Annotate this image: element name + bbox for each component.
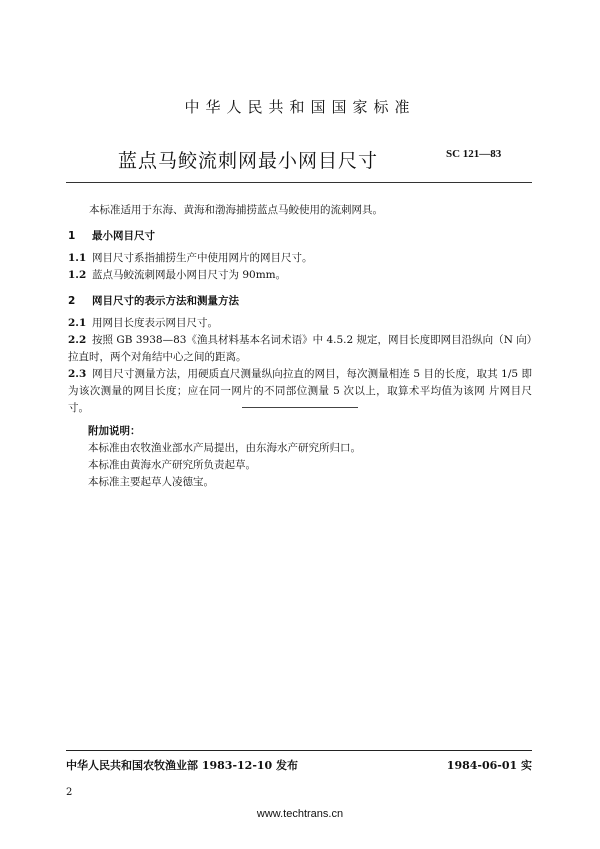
clause-number: 2.2 [68,334,87,346]
standard-code: SC 121—83 [446,148,502,160]
clause-text: 蓝点马鲛流刺网最小网目尺寸为 90mm。 [92,269,287,281]
section-1-number: 1 [68,230,76,242]
clause-number: 1.1 [68,252,87,264]
clause-number: 2.1 [68,317,87,329]
section-2-number: 2 [68,295,76,307]
footer-rule [66,750,532,751]
clause-2-3 [68,366,532,417]
clause-text: 用网目长度表示网目尺寸。 [92,317,218,329]
section-1-title: 最小网目尺寸 [92,230,155,242]
document-title: 蓝点马鲛流刺网最小网目尺寸 [118,150,379,172]
section-1-heading [68,228,155,243]
national-standard-label: 中华人民共和国国家标准 [184,98,416,116]
scope-paragraph: 本标准适用于东海、黄海和渤海捕捞蓝点马鲛使用的流刺网具。 [89,204,383,216]
clause-text: 网目尺寸测量方法，用硬质直尺测量纵向拉直的网目，每次测量相连 5 目的长度，取其 1/5 即为该次测量的网目长度；应在同一网片的不同部位测量 5 次以上，取算术平均值为该网 片网目尺寸。 [68,368,532,414]
clause-1-1 [68,250,532,267]
header-rule [66,182,532,183]
separator-rule [242,407,358,408]
notes-title: 附加说明： [88,425,141,437]
clause-number: 1.2 [68,269,87,281]
clause-text: 按照 GB 3938—83《渔具材料基本名词术语》中 4.5.2 规定，网目长度即网目沿纵向（N 向）拉直时，两个对角结中心之间的距离。 [68,334,532,363]
notes-line: 本标准主要起草人凌德宝。 [88,476,214,488]
issue-info: 中华人民共和国农牧渔业部 1983-12-10 发布 [66,759,299,772]
section-2-title: 网目尺寸的表示方法和测量方法 [92,295,239,307]
clause-2-1 [68,315,532,332]
notes-line: 本标准由农牧渔业部水产局提出，由东海水产研究所归口。 [88,442,361,454]
website-link[interactable]: www.techtrans.cn [256,808,344,820]
notes-line: 本标准由黄海水产研究所负责起草。 [88,459,256,471]
page-number: 2 [66,787,73,798]
clause-1-2 [68,267,532,284]
section-2-heading [68,293,239,308]
implementation-date: 1984-06-01 实 [446,759,532,772]
clause-number: 2.3 [68,368,87,380]
clause-text: 网目尺寸系指捕捞生产中使用网片的网目尺寸。 [92,252,313,264]
clause-2-2 [68,332,532,366]
